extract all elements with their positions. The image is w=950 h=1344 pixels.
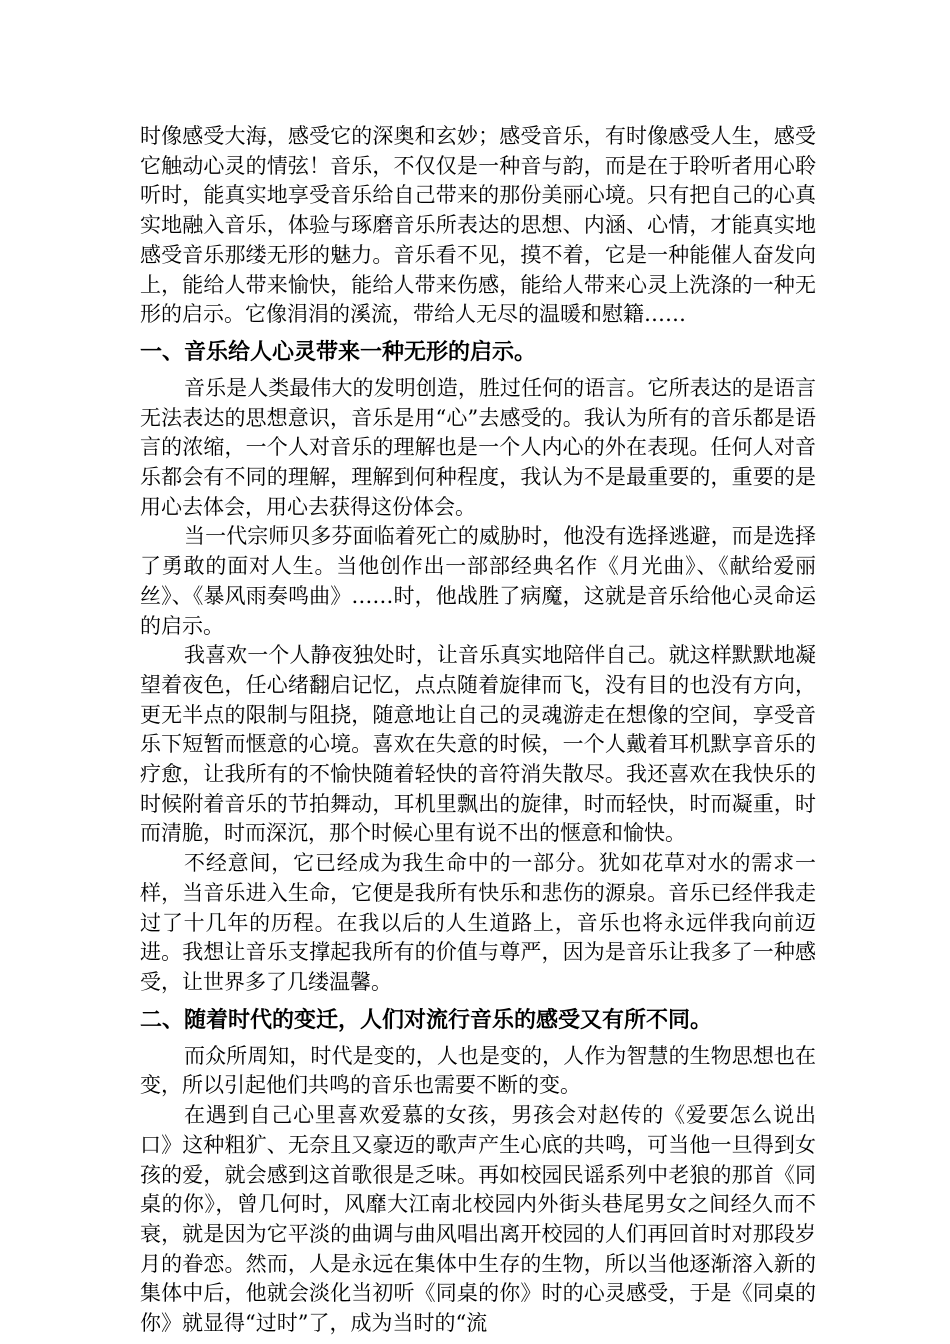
intro-paragraph: 时像感受大海，感受它的深奥和玄妙；感受音乐，有时像感受人生，感受它触动心灵的情弦！音乐，不仅仅是一种音与韵，而是在于聆听者用心聆听时，能真实地享受音乐给自己带来的那份美丽心境。只有把自己的心真实地融入音乐，体验与琢磨音乐所表达的思想、内涵、心情，才能真实地感受音乐那缕无形的魅力。音乐看不见，摸不着，它是一种能催人奋发向上，能给人带来愉快，能给人带来伤感，能给人带来心灵上洗涤的一种无形的启示。它像涓涓的溪流，带给人无尽的温暖和慰籍…… bbox=[140, 124, 816, 327]
section1-paragraph-2: 当一代宗师贝多芬面临着死亡的威胁时，他没有选择逃避，而是选择了勇敢的面对人生。当他创作出一部部经典名作《月光曲》、《献给爱丽丝》、《暴风雨奏鸣曲》……时，他战胜了病魔，这就是音乐给他心灵命运的启示。 bbox=[140, 524, 816, 638]
section2-paragraph-2: 在遇到自己心里喜欢爱慕的女孩，男孩会对赵传的《爱要怎么说出口》这种粗犷、无奈且又豪迈的歌声产生心底的共鸣，可当他一旦得到女孩的爱，就会感到这首歌很是乏味。再如校园民谣系列中老狼的那首《同桌的你》，曾几何时，风靡大江南北校园内外街头巷尾男女之间经久而不衰，就是因为它平淡的曲调与曲风唱出离开校园的人们再回首时对那段岁月的眷恋。然而，人是永远在集体中生存的生物，所以当他逐渐溶入新的集体中后，他就会淡化当初听《同桌的你》时的心灵感受，于是《同桌的你》就显得“过时”了，成为当时的“流 bbox=[140, 1103, 816, 1336]
document-page bbox=[140, 122, 816, 1339]
section-heading-1: 一、音乐给人心灵带来一种无形的启示。 bbox=[140, 339, 537, 365]
section1-paragraph-1: 音乐是人类最伟大的发明创造，胜过任何的语言。它所表达的是语言无法表达的思想意识，音乐是用“心”去感受的。我认为所有的音乐都是语言的浓缩，一个人对音乐的理解也是一个人内心的外在表现。任何人对音乐都会有不同的理解，理解到何种程度，我认为不是最重要的，重要的是用心去体会，用心去获得这份体会。 bbox=[140, 375, 816, 519]
section1-paragraph-4: 不经意间，它已经成为我生命中的一部分。犹如花草对水的需求一样，当音乐进入生命，它便是我所有快乐和悲伤的源泉。音乐已经伴我走过了十几年的历程。在我以后的人生道路上，音乐也将永远伴我向前迈进。我想让音乐支撑起我所有的价值与尊严，因为是音乐让我多了一种感受，让世界多了几缕温馨。 bbox=[140, 851, 816, 994]
section2-paragraph-1: 而众所周知，时代是变的，人也是变的，人作为智慧的生物思想也在变，所以引起他们共鸣的音乐也需要不断的变。 bbox=[140, 1043, 816, 1098]
section-heading-2: 二、随着时代的变迁，人们对流行音乐的感受又有所不同。 bbox=[140, 1007, 713, 1033]
section1-paragraph-3: 我喜欢一个人静夜独处时，让音乐真实地陪伴自己。就这样默默地凝望着夜色，任心绪翻启记忆，点点随着旋律而飞，没有目的也没有方向，更无半点的限制与阻挠，随意地让自己的灵魂游走在想像的空间，享受音乐下短暂而惬意的心境。喜欢在失意的时候，一个人戴着耳机默享音乐的疗愈，让我所有的不愉快随着轻快的音符消失散尽。我还喜欢在我快乐的时候附着音乐的节拍舞动，耳机里飘出的旋律，时而轻快，时而凝重，时而清脆，时而深沉，那个时候心里有说不出的惬意和愉快。 bbox=[140, 643, 816, 846]
